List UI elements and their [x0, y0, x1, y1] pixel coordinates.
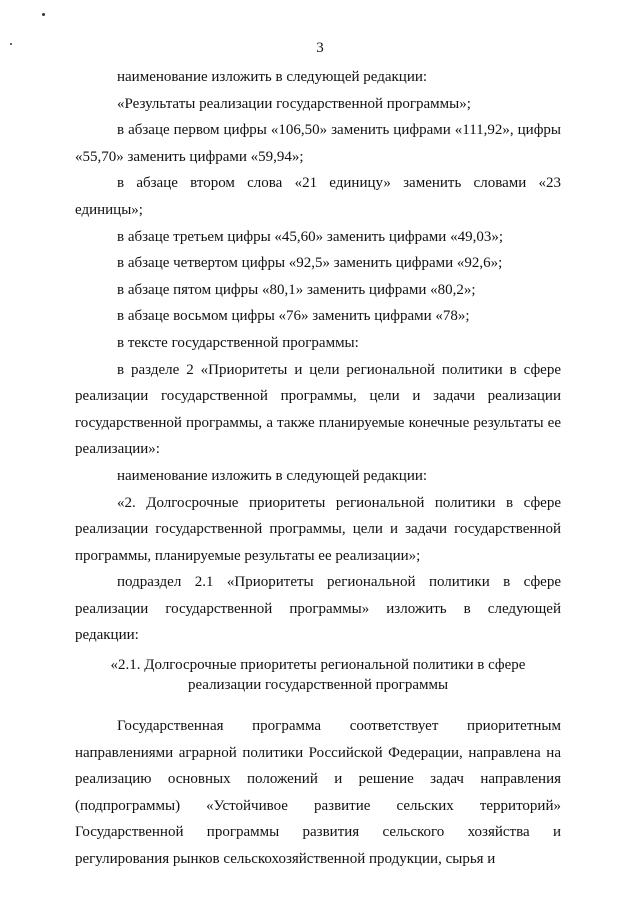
- paragraph: наименование изложить в следующей редакции:: [117, 467, 428, 484]
- paragraph: наименование изложить в следующей редакции:: [117, 69, 428, 85]
- paragraph: в разделе 2 «Приоритеты и цели региональной политики в сфере реализации государственной программы, цели и задачи реализации государственной программы, а также планируемые конечные результаты ее реализации»:: [75, 361, 561, 458]
- paragraph: Государственная программа соответствует приоритетным направлениями аграрной политики Российской Федерации, направлена на реализацию основных положений и решение задач направления (подпрограммы) «Устойчивое развитие сельских территорий» Государственной программы развития сельского хозяйства и регулирования рынков сельскохозяйственной продукции, сырья и: [75, 718, 561, 868]
- page-number: 3: [316, 40, 324, 56]
- section-heading-line: «2.1. Долгосрочные приоритеты региональной политики в сфере: [110, 657, 526, 674]
- paragraph: в абзаце первом цифры «106,50» заменить цифрами «111,92», цифры «55,70» заменить цифрами «59,94»;: [75, 122, 561, 165]
- paragraph: в тексте государственной программы:: [117, 334, 359, 351]
- paragraph: «Результаты реализации государственной программы»;: [117, 95, 471, 112]
- paragraph: в абзаце втором слова «21 единицу» заменить словами «23 единицы»;: [75, 175, 561, 218]
- document-body: [75, 64, 561, 873]
- paragraph: «2. Долгосрочные приоритеты региональной политики в сфере реализации государственной программы, цели и задачи государственной программы, планируемые результаты ее реализации»;: [75, 494, 561, 564]
- paragraph: в абзаце третьем цифры «45,60» заменить цифрами «49,03»;: [117, 228, 503, 245]
- paragraph: в абзаце четвертом цифры «92,5» заменить цифрами «92,6»;: [117, 255, 503, 272]
- section-heading: [75, 655, 561, 695]
- paragraph: в абзаце пятом цифры «80,1» заменить цифрами «80,2»;: [117, 281, 476, 298]
- paragraph: в абзаце восьмом цифры «76» заменить цифрами «78»;: [117, 308, 470, 325]
- paragraph: подраздел 2.1 «Приоритеты региональной политики в сфере реализации государственной программы» изложить в следующей редакции:: [75, 574, 561, 644]
- scan-speck: [42, 13, 45, 16]
- section-heading-line: реализации государственной программы: [187, 677, 449, 694]
